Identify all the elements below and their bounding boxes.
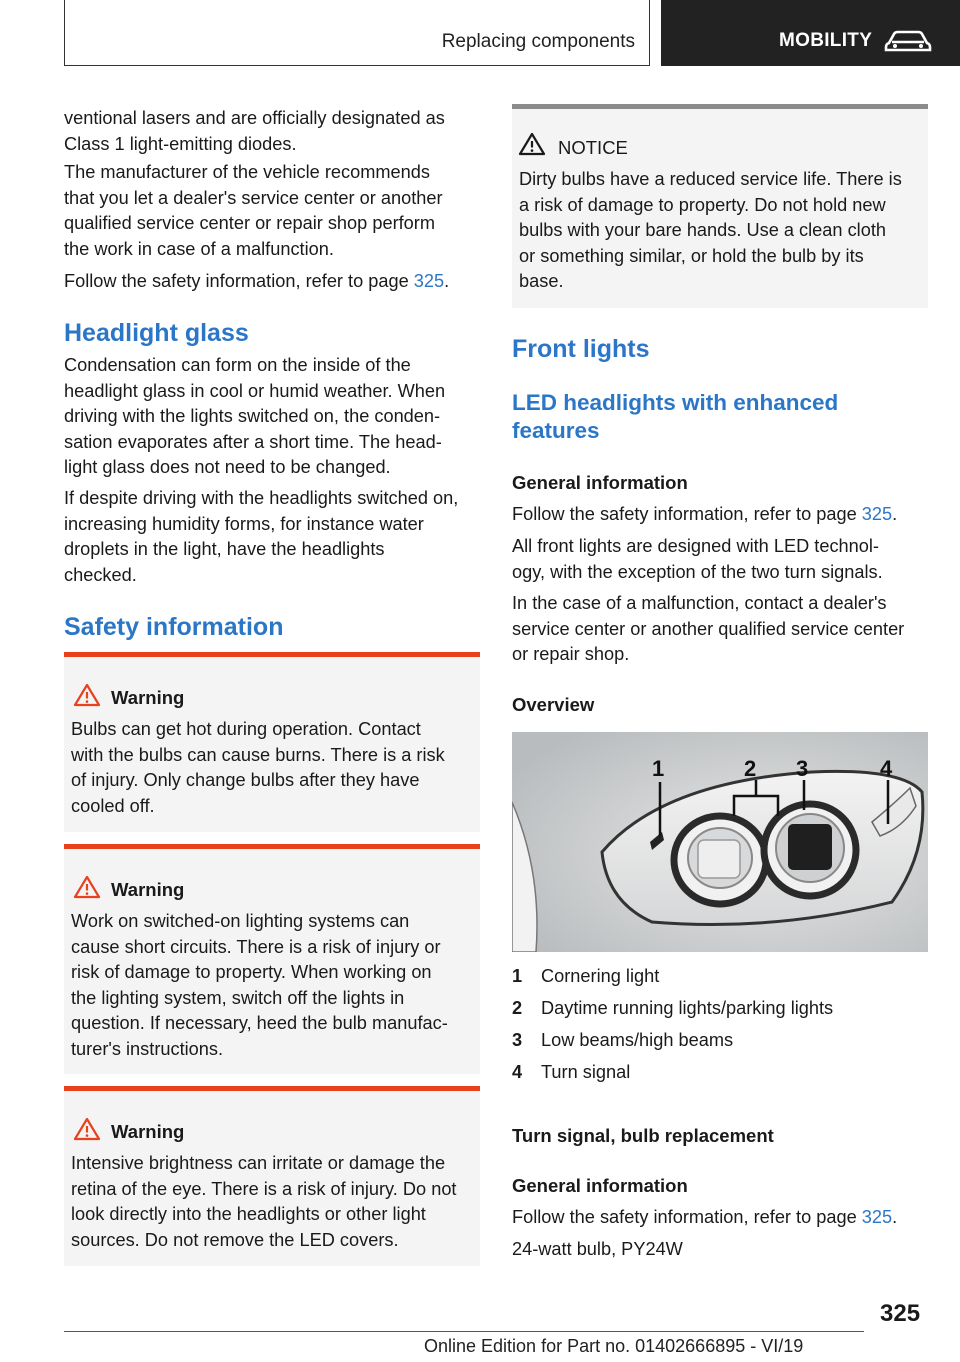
safety-information-heading: Safety information [64, 613, 284, 641]
general-info-paragraph-1: Follow the safety information, refer to page 325. [512, 504, 898, 524]
overview-heading: Overview [512, 694, 595, 715]
page-number: 325 [880, 1300, 921, 1327]
legend-number: 4 [512, 1062, 523, 1082]
callout-4: 4 [880, 756, 893, 781]
callout-3: 3 [796, 756, 809, 781]
legend-item [512, 1060, 928, 1086]
page-reference-link[interactable]: 325 [861, 504, 893, 524]
warning-title: Warning [111, 687, 185, 708]
turn-signal-heading: Turn signal, bulb replacement [512, 1125, 774, 1146]
page-reference-link[interactable]: 325 [861, 1207, 893, 1227]
notice-text: Dirty bulbs have a reduced service life. There is a risk of damage to property. Do not hold new bulbs with your bare hands. Use a clean cloth or something similar, or hold the bulb by its base. [519, 169, 902, 292]
legend-label: Daytime running lights/parking lights [541, 998, 834, 1018]
chapter-title: MOBILITY [779, 30, 873, 51]
bulb-type-text: 24-watt bulb, PY24W [512, 1239, 683, 1259]
intro-paragraph-1: ventional lasers and are officially designated as Class 1 light-emitting diodes. [64, 108, 445, 154]
warning-box [64, 1086, 480, 1266]
warning-text: Bulbs can get hot during operation. Contact with the bulbs can cause burns. There is a risk of injury. Only change bulbs after they have cooled off. [71, 719, 445, 816]
led-headlights-heading: LED headlights with enhanced features [512, 390, 839, 443]
edition-text: Online Edition for Part no. 01402666895 - VI/19 [424, 1336, 804, 1356]
general-info-paragraph-3: In the case of a malfunction, contact a dealer's service center or another qualified service center or repair shop. [512, 593, 905, 665]
front-lights-heading: Front lights [512, 335, 650, 363]
turn-signal-paragraph-1: Follow the safety information, refer to page 325. [512, 1207, 898, 1227]
notice-title: NOTICE [558, 137, 628, 158]
page-header [0, 0, 960, 66]
car-icon [883, 29, 933, 53]
legend-number: 1 [512, 966, 523, 986]
section-tab [64, 0, 650, 66]
section-title: Replacing components [441, 31, 635, 52]
legend-number: 2 [512, 998, 523, 1018]
general-info-paragraph-2: All front lights are designed with LED technol- ogy, with the exception of the two turn signals. [512, 536, 883, 582]
warning-box [64, 652, 480, 832]
warning-box [64, 844, 480, 1074]
headlight-glass-paragraph-1: Condensation can form on the inside of the headlight glass in cool or humid weather. When driving with the lights switched on, the conden- sation evaporates after a short time. The head- light glass does not need to be changed. [64, 355, 446, 478]
headlight-overview-image [512, 732, 928, 952]
headlight-illustration [512, 732, 928, 952]
general-information-heading-2: General information [512, 1175, 688, 1196]
warning-text: Work on switched-on lighting systems can cause short circuits. There is a risk of injury or risk of damage to property. When working on the lighting system, switch off the lights in question. If necessary, heed the bulb manufac- turer's instructions. [71, 911, 448, 1059]
notice-triangle-icon [518, 132, 546, 156]
footer-divider [64, 1331, 864, 1332]
legend-item [512, 996, 928, 1022]
warning-triangle-icon [73, 683, 101, 707]
callout-1: 1 [652, 756, 665, 781]
legend-item [512, 1028, 928, 1054]
headlight-glass-paragraph-2: If despite driving with the headlights switched on, increasing humidity forms, for instance water droplets in the light, have the headlights checked. [64, 488, 459, 585]
legend-item [512, 964, 928, 990]
callout-2: 2 [744, 756, 757, 781]
warning-triangle-icon [73, 875, 101, 899]
legend-label: Low beams/high beams [541, 1030, 734, 1050]
chapter-tab [661, 0, 960, 66]
intro-paragraph-2: The manufacturer of the vehicle recommends that you let a dealer's service center or another qualified service center or repair shop perform the work in case of a malfunction. [64, 162, 443, 259]
warning-triangle-icon [73, 1117, 101, 1141]
warning-text: Intensive brightness can irritate or damage the retina of the eye. There is a risk of injury. Do not look directly into the headlights or other light sources. Do not remove the LED covers. [71, 1153, 457, 1250]
notice-box [512, 104, 928, 308]
intro-paragraph-3: Follow the safety information, refer to page 325. [64, 271, 450, 291]
general-information-heading: General information [512, 472, 688, 493]
warning-title: Warning [111, 1121, 185, 1142]
warning-title: Warning [111, 879, 185, 900]
legend-number: 3 [512, 1030, 523, 1050]
headlight-glass-heading: Headlight glass [64, 319, 249, 347]
legend-label: Cornering light [541, 966, 660, 986]
legend-label: Turn signal [541, 1062, 631, 1082]
page-reference-link[interactable]: 325 [413, 271, 445, 291]
